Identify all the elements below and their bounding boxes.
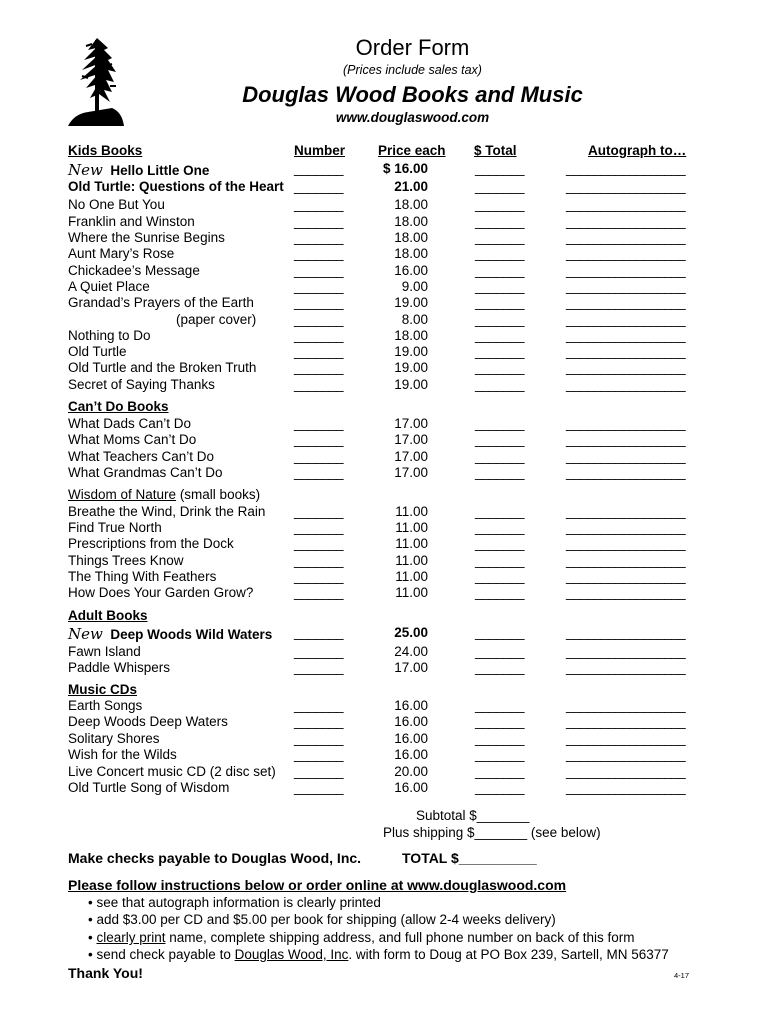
order-row: [0, 449, 770, 466]
autograph-field[interactable]: _________________: [566, 377, 686, 392]
total-field[interactable]: _______: [475, 377, 525, 392]
item-price: $ 16.00: [382, 161, 428, 176]
adult-books-heading: Adult Books: [68, 608, 148, 623]
number-field[interactable]: _______: [294, 569, 344, 584]
autograph-field[interactable]: _________________: [566, 214, 686, 229]
autograph-column-header: Autograph to…: [588, 143, 687, 158]
section-heading-row: [0, 487, 770, 504]
item-title: Prescriptions from the Dock: [68, 536, 234, 551]
item-price: 19.00: [394, 295, 428, 310]
total-field[interactable]: _______: [475, 360, 525, 375]
total-field[interactable]: _______: [475, 344, 525, 359]
total-field[interactable]: _______: [475, 295, 525, 310]
autograph-field[interactable]: _________________: [566, 644, 686, 659]
autograph-field[interactable]: _________________: [566, 360, 686, 375]
autograph-field[interactable]: _________________: [566, 230, 686, 245]
item-title: What Teachers Can’t Do: [68, 449, 215, 464]
number-field[interactable]: _______: [294, 230, 344, 245]
number-field[interactable]: _______: [294, 279, 344, 294]
number-field[interactable]: _______: [294, 161, 344, 176]
item-price: 24.00: [394, 644, 428, 659]
autograph-field[interactable]: _________________: [566, 179, 686, 194]
order-row: [0, 246, 770, 263]
number-field[interactable]: _______: [294, 214, 344, 229]
autograph-field[interactable]: _________________: [566, 432, 686, 447]
order-row: [0, 360, 770, 377]
autograph-field[interactable]: _________________: [566, 625, 686, 640]
total-field[interactable]: _______: [475, 747, 525, 762]
number-field[interactable]: _______: [294, 764, 344, 779]
number-field[interactable]: _______: [294, 295, 344, 310]
new-badge: New: [68, 161, 103, 179]
number-field[interactable]: _______: [294, 377, 344, 392]
total-field[interactable]: _______: [475, 328, 525, 343]
order-row: [0, 698, 770, 715]
item-price: 18.00: [394, 328, 428, 343]
item-price: 18.00: [394, 246, 428, 261]
autograph-field[interactable]: _________________: [566, 731, 686, 746]
item-price: 16.00: [394, 714, 428, 729]
order-row: [0, 214, 770, 231]
autograph-field[interactable]: _________________: [566, 197, 686, 212]
item-title: Breathe the Wind, Drink the Rain: [68, 504, 266, 519]
item-price: 16.00: [394, 780, 428, 795]
item-title: Old Turtle and the Broken Truth: [68, 360, 257, 375]
item-price: 17.00: [394, 432, 428, 447]
order-row: [0, 660, 770, 677]
number-field[interactable]: _______: [294, 585, 344, 600]
item-title: (paper cover): [176, 312, 257, 327]
total-field[interactable]: _______: [475, 504, 525, 519]
item-price: 11.00: [395, 520, 428, 535]
section-heading-row: [0, 608, 770, 625]
autograph-field[interactable]: _________________: [566, 161, 686, 176]
order-row: [0, 764, 770, 781]
section-heading-row: [0, 682, 770, 699]
autograph-field[interactable]: _________________: [566, 520, 686, 535]
number-field[interactable]: _______: [294, 179, 344, 194]
order-row: [0, 644, 770, 661]
item-title: New Deep Woods Wild Waters: [68, 625, 273, 643]
order-row: [0, 569, 770, 586]
autograph-field[interactable]: _________________: [566, 569, 686, 584]
number-field[interactable]: _______: [294, 449, 344, 464]
order-row: [0, 536, 770, 553]
item-price: 20.00: [394, 764, 428, 779]
order-row: [0, 520, 770, 537]
number-field[interactable]: _______: [294, 747, 344, 762]
number-field[interactable]: _______: [294, 714, 344, 729]
total-column-header: $ Total: [474, 143, 517, 158]
number-field[interactable]: _______: [294, 520, 344, 535]
autograph-field[interactable]: _________________: [566, 312, 686, 327]
cant-do-books-heading: Can’t Do Books: [68, 399, 169, 414]
instruction-bullet: • add $3.00 per CD and $5.00 per book for shipping (allow 2-4 weeks delivery): [88, 912, 556, 927]
order-row: [0, 230, 770, 247]
total-field[interactable]: _______: [475, 698, 525, 713]
total-field[interactable]: _______: [475, 246, 525, 261]
shipping-field[interactable]: Plus shipping $_______ (see below): [383, 825, 601, 840]
item-title: Paddle Whispers: [68, 660, 171, 675]
order-row: [0, 161, 770, 178]
autograph-field[interactable]: _________________: [566, 698, 686, 713]
autograph-field[interactable]: _________________: [566, 747, 686, 762]
new-badge: New: [68, 625, 103, 643]
number-field[interactable]: _______: [294, 731, 344, 746]
total-field[interactable]: _______: [475, 432, 525, 447]
item-title: Old Turtle Song of Wisdom: [68, 780, 230, 795]
total-field[interactable]: _______: [475, 214, 525, 229]
autograph-field[interactable]: _________________: [566, 279, 686, 294]
total-field[interactable]: _______: [475, 553, 525, 568]
item-price: 19.00: [394, 344, 428, 359]
total-field[interactable]: _______: [475, 780, 525, 795]
number-field[interactable]: _______: [294, 197, 344, 212]
website: www.douglaswood.com: [335, 110, 490, 125]
item-price: 18.00: [394, 230, 428, 245]
total-field[interactable]: _______: [475, 660, 525, 675]
autograph-field[interactable]: _________________: [566, 504, 686, 519]
total-field[interactable]: _______: [475, 230, 525, 245]
order-row: [0, 263, 770, 280]
total-field[interactable]: _______: [475, 644, 525, 659]
instruction-bullet: • clearly print name, complete shipping address, and full phone number on back of this form: [88, 930, 635, 945]
item-title: What Dads Can’t Do: [68, 416, 192, 431]
total-field[interactable]: _______: [475, 520, 525, 535]
page-title: Order Form: [355, 35, 470, 60]
autograph-field[interactable]: _________________: [566, 449, 686, 464]
item-price: 16.00: [394, 698, 428, 713]
company-name: Douglas Wood Books and Music: [242, 82, 583, 107]
kids-books-heading: Kids Books: [68, 143, 143, 158]
total-field[interactable]: _______: [475, 731, 525, 746]
item-title: Nothing to Do: [68, 328, 151, 343]
total-field[interactable]: _______: [475, 312, 525, 327]
item-title: Deep Woods Deep Waters: [68, 714, 228, 729]
order-row: [0, 179, 770, 196]
instructions-heading: Please follow instructions below or order online at www.douglaswood.com: [68, 877, 567, 893]
number-field[interactable]: _______: [294, 263, 344, 278]
item-price: 16.00: [394, 731, 428, 746]
order-row: [0, 585, 770, 602]
order-row: [0, 279, 770, 296]
item-title: No One But You: [68, 197, 165, 212]
autograph-field[interactable]: _________________: [566, 465, 686, 480]
item-title: Live Concert music CD (2 disc set): [68, 764, 276, 779]
number-field[interactable]: _______: [294, 536, 344, 551]
order-row: [0, 416, 770, 433]
item-price: 19.00: [394, 360, 428, 375]
price-column-header: Price each: [378, 143, 446, 158]
order-row: [0, 295, 770, 312]
number-field[interactable]: _______: [294, 344, 344, 359]
thank-you: Thank You!: [68, 965, 143, 981]
item-title: New Hello Little One: [68, 161, 210, 179]
item-title: Grandad’s Prayers of the Earth: [68, 295, 254, 310]
number-field[interactable]: _______: [294, 644, 344, 659]
item-title: What Grandmas Can’t Do: [68, 465, 223, 480]
number-field[interactable]: _______: [294, 553, 344, 568]
item-title: Fawn Island: [68, 644, 141, 659]
total-field[interactable]: _______: [475, 449, 525, 464]
number-field[interactable]: _______: [294, 246, 344, 261]
order-row: [0, 553, 770, 570]
item-title: Franklin and Winston: [68, 214, 195, 229]
item-price: 17.00: [394, 416, 428, 431]
order-row: [0, 328, 770, 345]
total-field[interactable]: _______: [475, 569, 525, 584]
item-price: 19.00: [394, 377, 428, 392]
item-title: The Thing With Feathers: [68, 569, 217, 584]
item-title: Old Turtle: [68, 344, 127, 359]
total-field[interactable]: _______: [475, 714, 525, 729]
instruction-bullet: • see that autograph information is clearly printed: [88, 895, 381, 910]
autograph-field[interactable]: _________________: [566, 246, 686, 261]
total-field[interactable]: _______: [475, 416, 525, 431]
item-price: 17.00: [394, 449, 428, 464]
total-field[interactable]: _______: [475, 197, 525, 212]
number-field[interactable]: _______: [294, 328, 344, 343]
order-row: [0, 377, 770, 394]
make-checks-payable: Make checks payable to Douglas Wood, Inc.: [68, 850, 362, 866]
order-row: [0, 465, 770, 482]
autograph-field[interactable]: _________________: [566, 328, 686, 343]
item-title: Aunt Mary’s Rose: [68, 246, 175, 261]
instruction-bullet: • send check payable to Douglas Wood, Inc. with form to Doug at PO Box 239, Sartell, MN 56377: [88, 947, 669, 962]
item-price: 18.00: [394, 197, 428, 212]
number-field[interactable]: _______: [294, 660, 344, 675]
item-title: Things Trees Know: [68, 553, 184, 568]
subtotal-field[interactable]: Subtotal $_______: [416, 808, 530, 823]
autograph-field[interactable]: _________________: [566, 780, 686, 795]
total-field[interactable]: _______: [475, 764, 525, 779]
number-field[interactable]: _______: [294, 416, 344, 431]
item-title: What Moms Can’t Do: [68, 432, 197, 447]
number-field[interactable]: _______: [294, 360, 344, 375]
autograph-field[interactable]: _________________: [566, 553, 686, 568]
item-title: Chickadee’s Message: [68, 263, 200, 278]
item-price: 11.00: [395, 569, 428, 584]
total-field[interactable]: _______: [475, 161, 525, 176]
order-row: [0, 432, 770, 449]
autograph-field[interactable]: _________________: [566, 344, 686, 359]
music-cds-heading: Music CDs: [68, 682, 138, 697]
total-field[interactable]: _______: [475, 465, 525, 480]
order-row: [0, 780, 770, 797]
total-field[interactable]: _______: [475, 279, 525, 294]
order-row: [0, 731, 770, 748]
number-field[interactable]: _______: [294, 465, 344, 480]
item-price: 8.00: [401, 312, 428, 327]
total-field[interactable]: _______: [475, 585, 525, 600]
order-row: [0, 344, 770, 361]
item-title: A Quiet Place: [68, 279, 150, 294]
wisdom-of-nature-heading: Wisdom of Nature (small books): [68, 487, 261, 502]
item-price: 11.00: [395, 553, 428, 568]
form-version: 4-17: [674, 971, 690, 980]
order-row: [0, 625, 770, 642]
item-title: Where the Sunrise Begins: [68, 230, 225, 245]
item-title: Wish for the Wilds: [68, 747, 177, 762]
total-field[interactable]: _______: [475, 263, 525, 278]
item-price: 11.00: [395, 504, 428, 519]
autograph-field[interactable]: _________________: [566, 714, 686, 729]
autograph-field[interactable]: _________________: [566, 585, 686, 600]
item-price: 18.00: [394, 214, 428, 229]
autograph-field[interactable]: _________________: [566, 263, 686, 278]
total-field[interactable]: _______: [475, 625, 525, 640]
order-row: [0, 714, 770, 731]
order-row: [0, 504, 770, 521]
number-field[interactable]: _______: [294, 504, 344, 519]
item-price: 21.00: [394, 179, 428, 194]
item-title: Old Turtle: Questions of the Heart: [68, 179, 284, 194]
autograph-field[interactable]: _________________: [566, 660, 686, 675]
order-row: [0, 747, 770, 764]
item-price: 25.00: [394, 625, 428, 640]
order-row: [0, 312, 770, 329]
number-field[interactable]: _______: [294, 625, 344, 640]
item-title: Earth Songs: [68, 698, 143, 713]
item-price: 9.00: [401, 279, 428, 294]
number-field[interactable]: _______: [294, 780, 344, 795]
item-price: 17.00: [394, 465, 428, 480]
item-price: 16.00: [394, 747, 428, 762]
total-field[interactable]: _______: [475, 536, 525, 551]
number-field[interactable]: _______: [294, 432, 344, 447]
section-heading-row: [0, 399, 770, 416]
item-title: How Does Your Garden Grow?: [68, 585, 254, 600]
autograph-field[interactable]: _________________: [566, 416, 686, 431]
item-price: 11.00: [395, 585, 428, 600]
autograph-field[interactable]: _________________: [566, 764, 686, 779]
item-title: Secret of Saying Thanks: [68, 377, 215, 392]
page-subtitle: (Prices include sales tax): [343, 63, 482, 77]
total-field[interactable]: _______: [475, 179, 525, 194]
item-price: 16.00: [394, 263, 428, 278]
item-price: 11.00: [395, 536, 428, 551]
autograph-field[interactable]: _________________: [566, 295, 686, 310]
order-row: [0, 197, 770, 214]
item-title: Find True North: [68, 520, 162, 535]
autograph-field[interactable]: _________________: [566, 536, 686, 551]
item-price: 17.00: [394, 660, 428, 675]
item-title: Solitary Shores: [68, 731, 160, 746]
number-field[interactable]: _______: [294, 312, 344, 327]
number-field[interactable]: _______: [294, 698, 344, 713]
number-column-header: Number: [294, 143, 346, 158]
total-field[interactable]: TOTAL $__________: [402, 850, 537, 866]
